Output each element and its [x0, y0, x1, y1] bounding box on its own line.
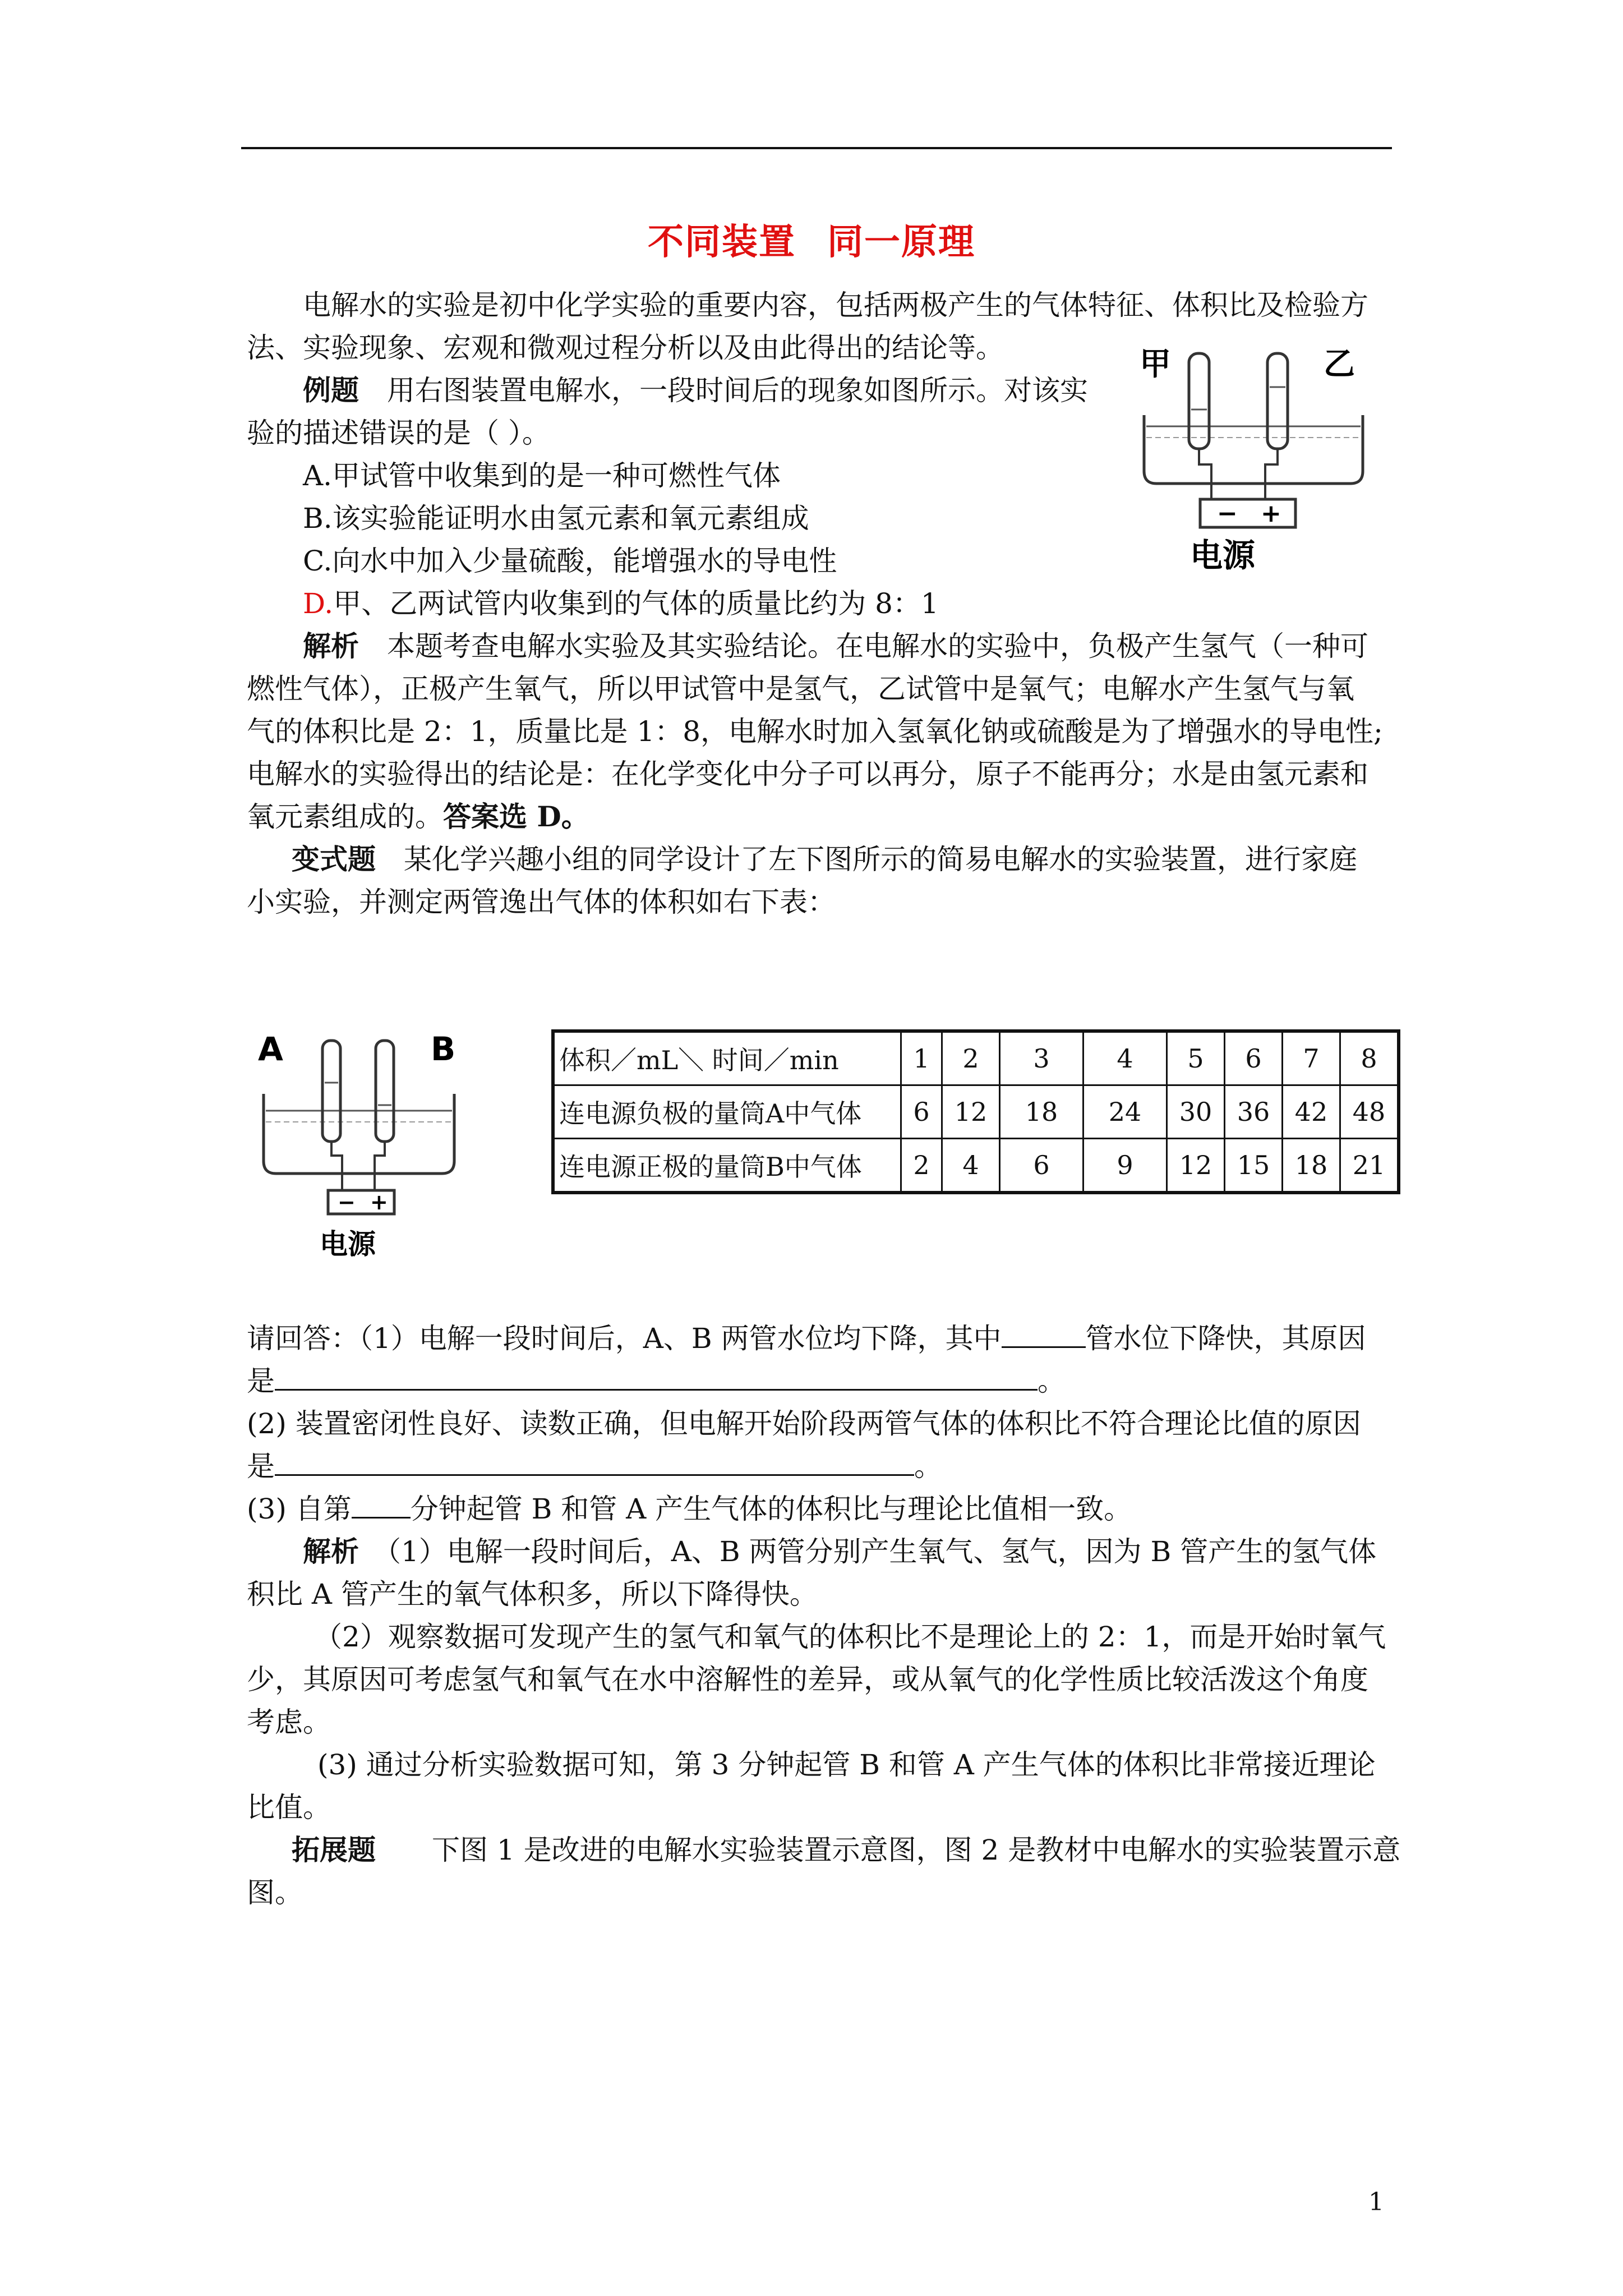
option-b: B.该实验能证明水由氢元素和氧元素组成: [303, 502, 809, 535]
option-d: D.甲、乙两试管内收集到的气体的质量比约为 8：1: [303, 587, 939, 620]
extension-label: 拓展题: [292, 1833, 376, 1866]
electrolysis-figure-2: [252, 1027, 465, 1262]
example-line-2: 验的描述错误的是（ ）。: [247, 417, 550, 449]
table-row: [553, 1085, 1399, 1139]
answer-blank-2[interactable]: [275, 1366, 1038, 1391]
tube-yi: [1267, 353, 1288, 449]
tube-label-yi: 乙: [1324, 346, 1355, 383]
analysis2-line-6: (3) 通过分析实验数据可知，第 3 分钟起管 B 和管 A 产生气体的体积比非常接近理论: [317, 1749, 1376, 1781]
value-cell: 21: [1340, 1139, 1399, 1193]
time-cell: 6: [1225, 1031, 1283, 1085]
analysis1-line-1: 解析 本题考查电解水实验及其实验结论。在电解水的实验中，负极产生氢气（一种可: [303, 629, 1368, 662]
value-cell: 4: [942, 1139, 1000, 1193]
analysis2-label: 解析: [303, 1535, 359, 1568]
intro-line-1: 电解水的实验是初中化学实验的重要内容，包括两极产生的气体特征、体积比及检验方: [303, 289, 1368, 321]
value-cell: 6: [1000, 1139, 1083, 1193]
table-row: [553, 1139, 1399, 1193]
time-cell: 1: [901, 1031, 942, 1085]
power-caption: 电源: [1190, 536, 1256, 574]
question-2-line-1: (2) 装置密闭性良好、读数正确，但电解开始阶段两管气体的体积比不符合理论比值的原因: [247, 1407, 1361, 1440]
value-cell: 48: [1340, 1085, 1399, 1139]
extension-line-1: 拓展题 下图 1 是改进的电解水实验装置示意图，图 2 是教材中电解水的实验装置示意: [292, 1833, 1401, 1866]
value-cell: 9: [1083, 1139, 1167, 1193]
page-title: [0, 213, 1623, 265]
variant-label: 变式题: [292, 843, 376, 876]
analysis2-line-4: 少，其原因可考虑氢气和氧气在水中溶解性的差异，或从氧气的化学性质比较活泼这个角度: [247, 1663, 1368, 1696]
question-1-line-2: 是 。: [247, 1365, 1066, 1397]
value-cell: 12: [942, 1085, 1000, 1139]
time-cell: 2: [942, 1031, 1000, 1085]
question-1-line-1: 请回答：（1）电解一段时间后，A、B 两管水位均下降，其中 管水位下降快，其原因: [247, 1322, 1366, 1355]
analysis2-line-5: 考虑。: [247, 1706, 331, 1738]
analysis2-line-2: 积比 A 管产生的氧气体积多，所以下降得快。: [247, 1578, 818, 1611]
value-cell: 6: [901, 1085, 942, 1139]
extension-line-2: 图。: [247, 1876, 303, 1909]
time-cell: 3: [1000, 1031, 1083, 1085]
value-cell: 18: [1000, 1085, 1083, 1139]
answer-blank-3[interactable]: [275, 1452, 914, 1476]
value-cell: 18: [1283, 1139, 1340, 1193]
example-label: 例题: [303, 374, 359, 407]
time-cell: 4: [1083, 1031, 1167, 1085]
analysis2-line-3: （2）观察数据可发现产生的氢气和氧气的体积比不是理论上的 2：1，而是开始时氧气: [314, 1621, 1386, 1653]
plus-sign-2: +: [370, 1190, 388, 1214]
tube-label-a: A: [258, 1030, 283, 1068]
value-cell: 42: [1283, 1085, 1340, 1139]
option-a: A.甲试管中收集到的是一种可燃性气体: [303, 459, 781, 492]
option-d-letter: D.: [303, 587, 334, 620]
tube-label-b: B: [431, 1030, 456, 1068]
example-line-1: 例题 用右图装置电解水，一段时间后的现象如图所示。对该实: [303, 374, 1088, 407]
value-cell: 2: [901, 1139, 942, 1193]
question-2-line-2: 是 。: [247, 1450, 942, 1483]
time-cell: 7: [1283, 1031, 1340, 1085]
answer-blank-1[interactable]: [1002, 1324, 1086, 1348]
table-header-row: [553, 1031, 1399, 1085]
tube-label-jia: 甲: [1140, 346, 1171, 383]
time-cell: 8: [1340, 1031, 1399, 1085]
title-part-2: 同一原理: [827, 221, 975, 263]
tube-a: [322, 1041, 340, 1142]
row-label: 连电源正极的量筒B中气体: [553, 1139, 901, 1193]
variant-line-2: 小实验，并测定两管逸出气体的体积如右下表：: [247, 886, 836, 918]
minus-sign-2: −: [338, 1190, 356, 1214]
answer-blank-4[interactable]: [352, 1494, 411, 1519]
electrolysis-figure-1: [1127, 331, 1385, 578]
plus-sign: +: [1261, 499, 1281, 528]
power-caption-2: 电源: [320, 1228, 376, 1260]
analysis2-line-7: 比值。: [247, 1791, 331, 1824]
value-cell: 30: [1167, 1085, 1225, 1139]
tube-jia: [1189, 353, 1209, 449]
minus-sign: −: [1217, 499, 1238, 528]
page-number: 1: [1368, 2188, 1384, 2216]
question-3: (3) 自第 分钟起管 B 和管 A 产生气体的体积比与理论比值相一致。: [247, 1493, 1132, 1525]
gas-volume-table: [551, 1029, 1400, 1194]
value-cell: 36: [1225, 1085, 1283, 1139]
intro-line-2: 法、实验现象、宏观和微观过程分析以及由此得出的结论等。: [247, 332, 1004, 364]
value-cell: 15: [1225, 1139, 1283, 1193]
time-cell: 5: [1167, 1031, 1225, 1085]
variant-line-1: 变式题 某化学兴趣小组的同学设计了左下图所示的简易电解水的实验装置，进行家庭: [292, 843, 1357, 876]
analysis1-line-2: 燃性气体），正极产生氧气，所以甲试管中是氢气，乙试管中是氧气；电解水产生氢气与氧: [247, 673, 1354, 705]
title-part-1: 不同装置: [648, 221, 796, 263]
analysis1-line-3: 气的体积比是 2：1，质量比是 1：8，电解水时加入氢氧化钠或硫酸是为了增强水的导电性;: [247, 715, 1383, 748]
row-label: 连电源负极的量筒A中气体: [553, 1085, 901, 1139]
header-rule: [241, 147, 1392, 149]
analysis1-label: 解析: [303, 629, 359, 662]
analysis1-line-5: 氧元素组成的。答案选 D。: [247, 800, 589, 833]
analysis1-line-4: 电解水的实验得出的结论是：在化学变化中分子可以再分，原子不能再分；水是由氢元素和: [247, 758, 1368, 790]
answer: 答案选 D。: [443, 800, 589, 833]
value-cell: 12: [1167, 1139, 1225, 1193]
analysis2-line-1: 解析 （1）电解一段时间后，A、B 两管分别产生氧气、氢气，因为 B 管产生的氢气体: [303, 1535, 1377, 1568]
option-c: C.向水中加入少量硫酸，能增强水的导电性: [303, 545, 837, 577]
table-header-label: 体积／mL＼ 时间／min: [553, 1031, 901, 1085]
tube-b: [376, 1041, 394, 1142]
value-cell: 24: [1083, 1085, 1167, 1139]
